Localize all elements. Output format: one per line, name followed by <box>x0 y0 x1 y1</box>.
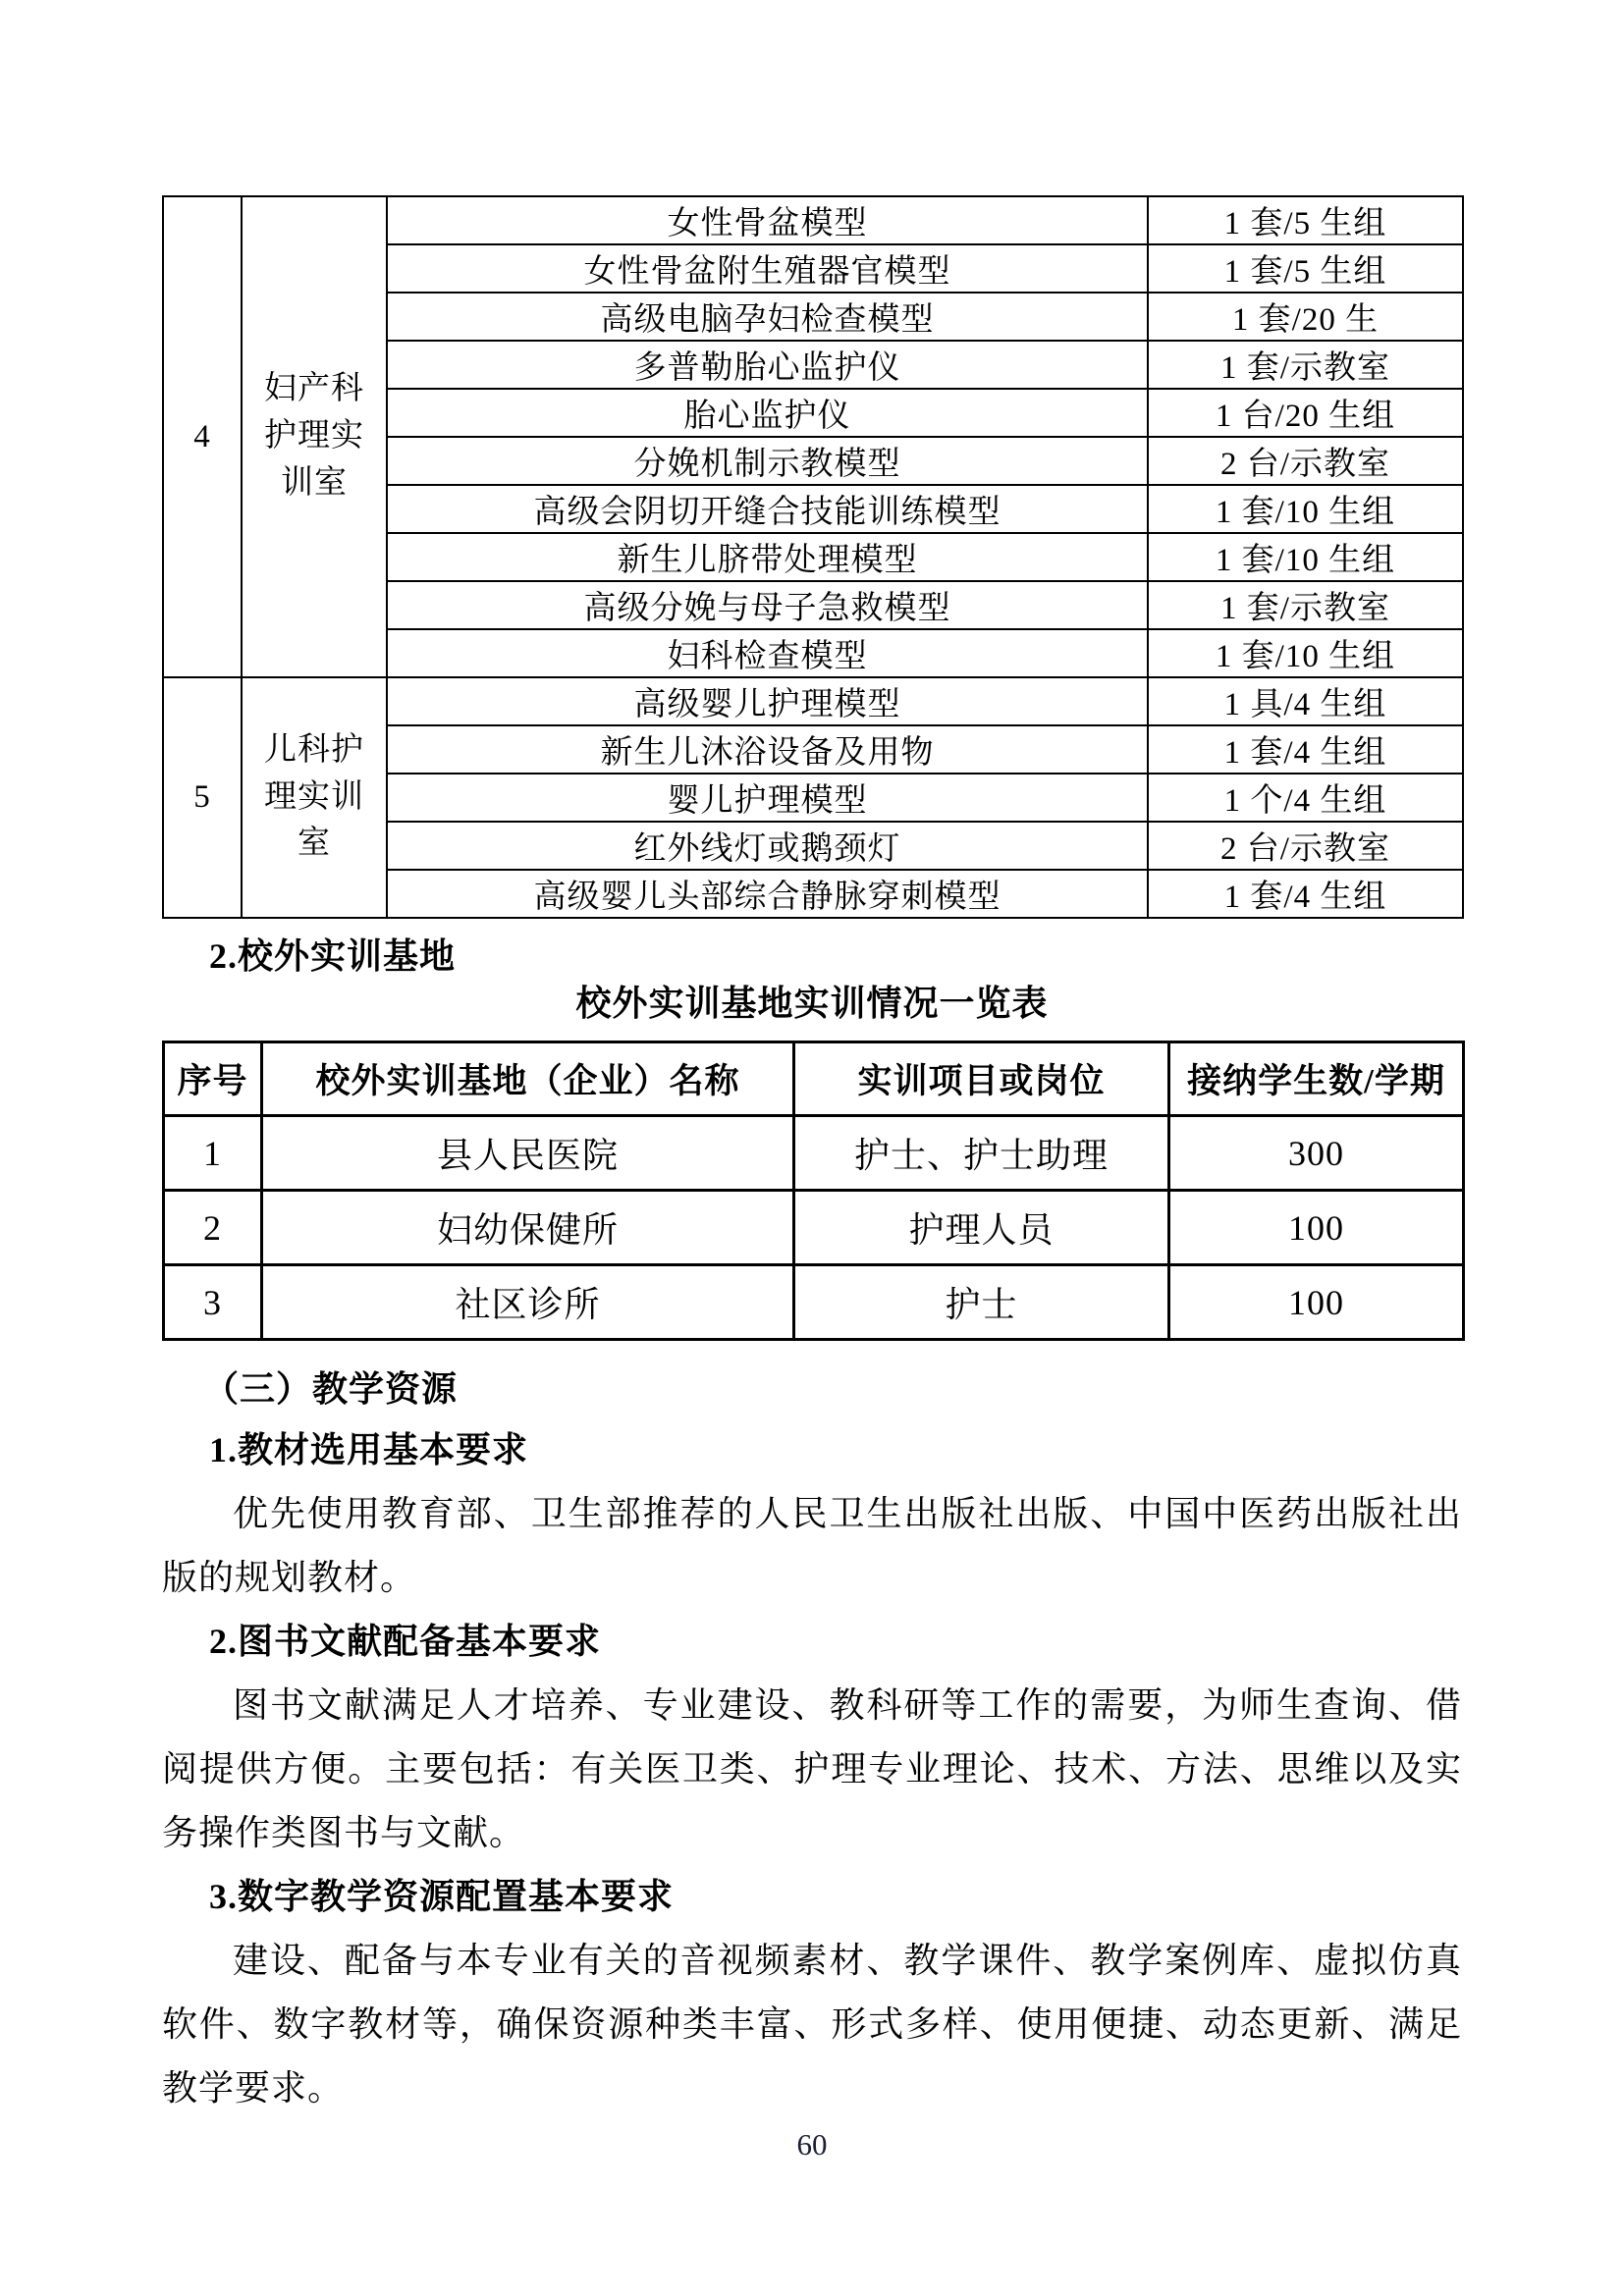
room-name-cell: 妇产科护理实训室 <box>242 196 387 677</box>
equipment-table <box>162 195 1464 919</box>
textbook-requirements-paragraph: 优先使用教育部、卫生部推荐的人民卫生出版社出版、中国中医药出版社出版的规划教材。 <box>162 1494 1462 1597</box>
table-row <box>163 196 1463 244</box>
off-campus-table-title: 校外实训基地实训情况一览表 <box>575 984 1049 1023</box>
equipment-name-cell: 分娩机制示教模型 <box>387 437 1148 485</box>
equipment-name-cell: 婴儿护理模型 <box>387 774 1148 822</box>
row-no-cell: 3 <box>164 1265 262 1340</box>
students-cell: 300 <box>1169 1116 1464 1191</box>
base-name-cell: 县人民医院 <box>262 1116 794 1191</box>
base-name-cell: 社区诊所 <box>262 1265 794 1340</box>
equipment-qty-cell: 1 具/4 生组 <box>1148 677 1463 725</box>
page-number: 60 <box>796 2127 828 2162</box>
equipment-qty-cell: 1 套/5 生组 <box>1148 244 1463 293</box>
post-cell: 护士 <box>794 1265 1169 1340</box>
col-header-post: 实训项目或岗位 <box>794 1042 1169 1116</box>
equipment-qty-cell: 1 套/10 生组 <box>1148 485 1463 533</box>
teaching-resources-heading: （三）教学资源 <box>203 1369 459 1409</box>
library-requirements-paragraph: 图书文献满足人才培养、专业建设、教科研等工作的需要，为师生查询、借阅提供方便。主要包括：有关医卫类、护理专业理论、技术、方法、思维以及实务操作类图书与文献。 <box>162 1685 1462 1852</box>
post-cell: 护理人员 <box>794 1191 1169 1265</box>
equipment-qty-cell: 1 套/10 生组 <box>1148 533 1463 581</box>
digital-resources-paragraph: 建设、配备与本专业有关的音视频素材、教学课件、教学案例库、虚拟仿真软件、数字教材等，确保资源种类丰富、形式多样、使用便捷、动态更新、满足教学要求。 <box>162 1941 1462 2108</box>
equipment-name-cell: 高级婴儿头部综合静脉穿刺模型 <box>387 870 1148 918</box>
students-cell: 100 <box>1169 1265 1464 1340</box>
table-header-row <box>164 1042 1464 1116</box>
col-header-students: 接纳学生数/学期 <box>1169 1042 1464 1116</box>
room-name-cell: 儿科护理实训室 <box>242 677 387 918</box>
equipment-name-cell: 妇科检查模型 <box>387 629 1148 677</box>
table-row <box>164 1191 1464 1265</box>
equipment-qty-cell: 1 套/示教室 <box>1148 581 1463 629</box>
digital-resources-heading: 3.数字教学资源配置基本要求 <box>209 1877 675 1916</box>
equipment-name-cell: 胎心监护仪 <box>387 389 1148 437</box>
equipment-qty-cell: 1 套/10 生组 <box>1148 629 1463 677</box>
equipment-qty-cell: 2 台/示教室 <box>1148 822 1463 870</box>
col-header-base-name: 校外实训基地（企业）名称 <box>262 1042 794 1116</box>
equipment-qty-cell: 1 套/5 生组 <box>1148 196 1463 244</box>
group-number-cell: 5 <box>163 677 242 918</box>
equipment-name-cell: 高级电脑孕妇检查模型 <box>387 293 1148 341</box>
equipment-name-cell: 女性骨盆模型 <box>387 196 1148 244</box>
row-no-cell: 1 <box>164 1116 262 1191</box>
equipment-name-cell: 女性骨盆附生殖器官模型 <box>387 244 1148 293</box>
equipment-qty-cell: 1 个/4 生组 <box>1148 774 1463 822</box>
off-campus-heading: 2.校外实训基地 <box>209 936 457 976</box>
equipment-name-cell: 新生儿沐浴设备及用物 <box>387 725 1148 774</box>
group-number-cell: 4 <box>163 196 242 677</box>
equipment-qty-cell: 1 套/20 生 <box>1148 293 1463 341</box>
table-row <box>163 677 1463 725</box>
col-header-no: 序号 <box>164 1042 262 1116</box>
post-cell: 护士、护士助理 <box>794 1116 1169 1191</box>
equipment-qty-cell: 1 套/示教室 <box>1148 341 1463 389</box>
library-requirements-heading: 2.图书文献配备基本要求 <box>209 1622 602 1661</box>
equipment-name-cell: 红外线灯或鹅颈灯 <box>387 822 1148 870</box>
equipment-name-cell: 高级会阴切开缝合技能训练模型 <box>387 485 1148 533</box>
students-cell: 100 <box>1169 1191 1464 1265</box>
equipment-name-cell: 高级分娩与母子急救模型 <box>387 581 1148 629</box>
textbook-requirements-heading: 1.教材选用基本要求 <box>209 1430 529 1469</box>
row-no-cell: 2 <box>164 1191 262 1265</box>
equipment-qty-cell: 1 套/4 生组 <box>1148 870 1463 918</box>
equipment-name-cell: 多普勒胎心监护仪 <box>387 341 1148 389</box>
equipment-name-cell: 高级婴儿护理模型 <box>387 677 1148 725</box>
table-row <box>164 1116 1464 1191</box>
table-row <box>164 1265 1464 1340</box>
base-name-cell: 妇幼保健所 <box>262 1191 794 1265</box>
equipment-qty-cell: 1 台/20 生组 <box>1148 389 1463 437</box>
off-campus-table <box>162 1041 1465 1341</box>
equipment-qty-cell: 1 套/4 生组 <box>1148 725 1463 774</box>
equipment-name-cell: 新生儿脐带处理模型 <box>387 533 1148 581</box>
equipment-qty-cell: 2 台/示教室 <box>1148 437 1463 485</box>
